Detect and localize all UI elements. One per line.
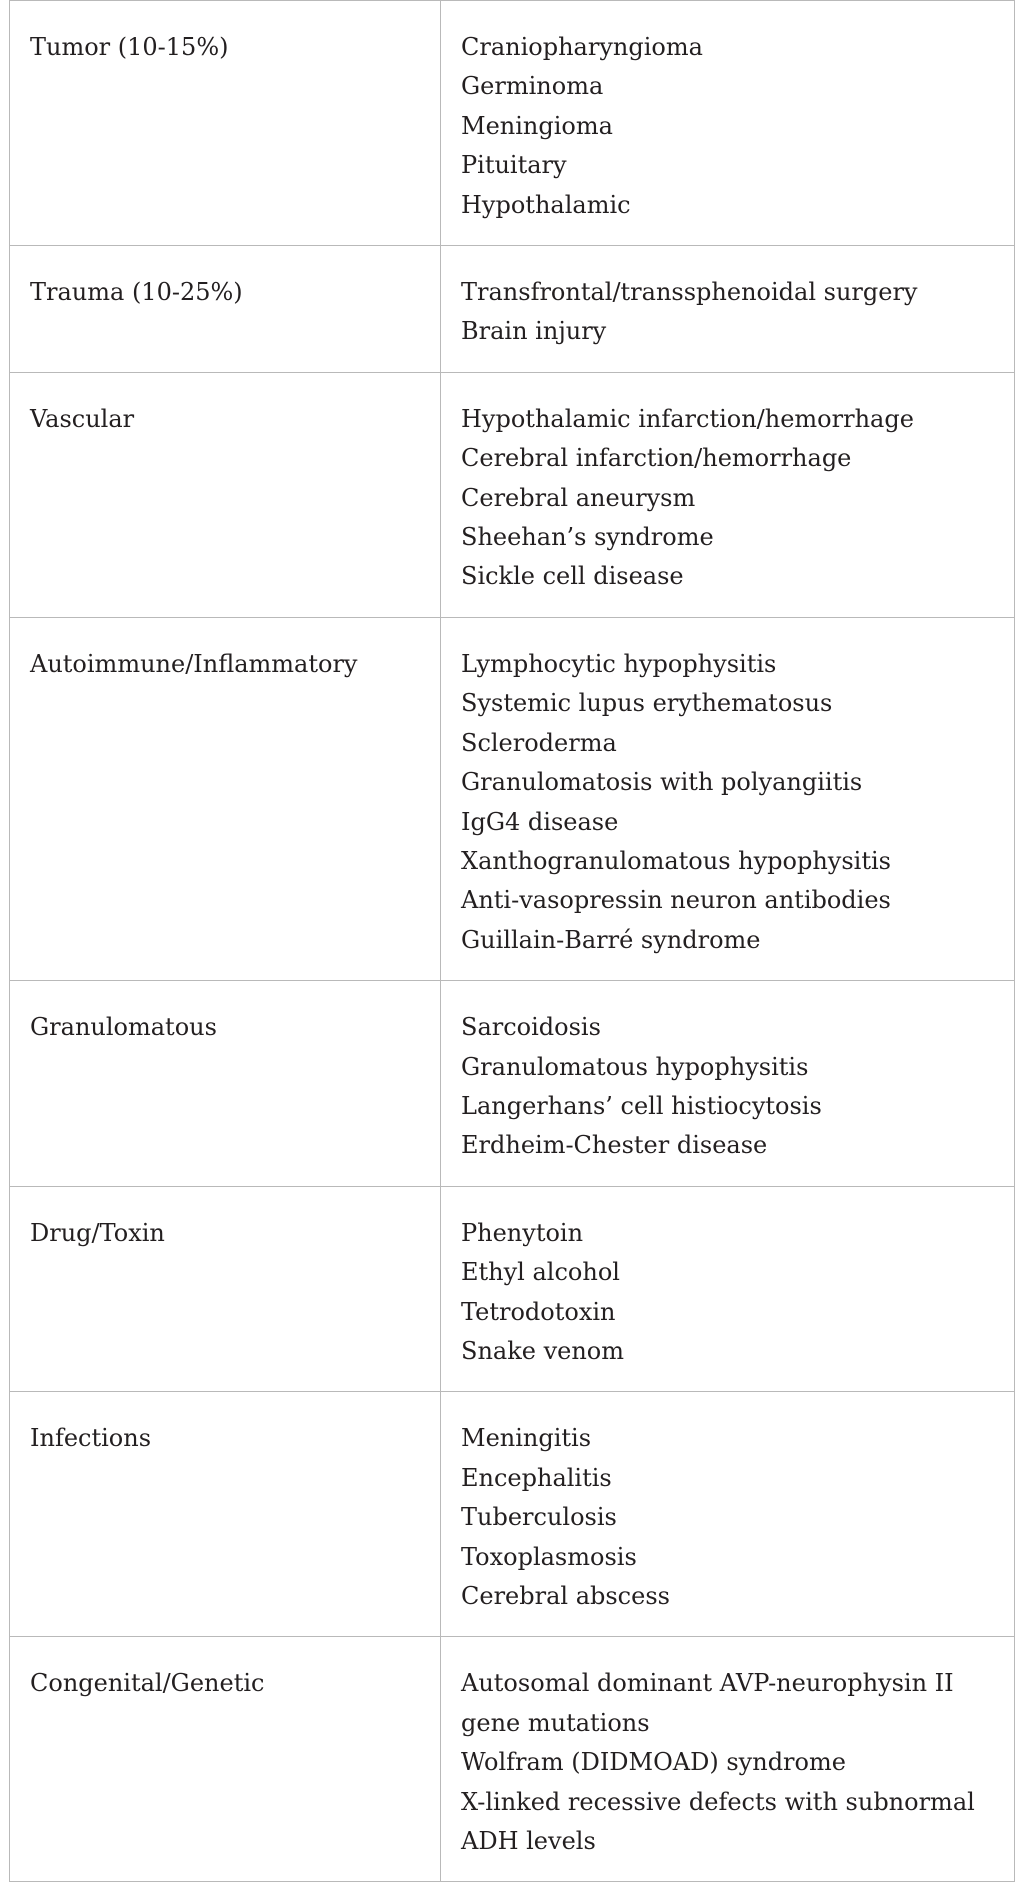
- causes-cell: [441, 617, 1015, 980]
- cause-item: Wolfram (DIDMOAD) syndrome: [461, 1748, 846, 1777]
- cause-item: Granulomatosis with polyangiitis: [461, 768, 863, 797]
- causes-cell: [441, 246, 1015, 373]
- cause-item: Phenytoin: [461, 1218, 584, 1247]
- cause-item: Cerebral abscess: [461, 1582, 670, 1610]
- cause-item: Autosomal dominant AVP-neurophysin II gene mutations: [461, 1669, 954, 1737]
- cause-item: IgG4 disease: [461, 807, 619, 836]
- table-row: [10, 1186, 1015, 1392]
- causes-cell: [441, 1637, 1015, 1882]
- table-row: [10, 981, 1015, 1187]
- cause-item: Sheehan’s syndrome: [461, 523, 714, 552]
- category-cell: Tumor (10-15%): [10, 1, 441, 246]
- causes-table: [9, 0, 1015, 1882]
- cause-item: X-linked recessive defects with subnormal ADH levels: [461, 1787, 975, 1856]
- cause-item: Ethyl alcohol: [461, 1258, 620, 1287]
- cause-item: Scleroderma: [461, 728, 617, 757]
- cause-item: Systemic lupus erythematosus: [461, 689, 833, 718]
- cause-item: Encephalitis: [461, 1463, 612, 1492]
- cause-item: Meningioma: [461, 111, 613, 140]
- table-row: [10, 1392, 1015, 1637]
- cause-item: Langerhans’ cell histiocytosis: [461, 1091, 822, 1120]
- cause-item: Pituitary: [461, 151, 567, 180]
- cause-item: Granulomatous hypophysitis: [461, 1052, 809, 1081]
- causes-cell: [441, 372, 1015, 617]
- table-row: [10, 617, 1015, 980]
- cause-item: Snake venom: [461, 1336, 625, 1365]
- cause-item: Sickle cell disease: [461, 562, 684, 591]
- table-row: [10, 246, 1015, 373]
- table-body: [10, 1, 1015, 1882]
- table-row: [10, 1, 1015, 246]
- category-cell: Vascular: [10, 372, 441, 617]
- cause-item: Sarcoidosis: [461, 1013, 601, 1042]
- cause-item: Brain injury: [461, 317, 607, 346]
- category-cell: Trauma (10-25%): [10, 246, 441, 373]
- cause-item: Meningitis: [461, 1424, 592, 1453]
- table-row: [10, 1637, 1015, 1882]
- cause-item: Guillain-Barré syndrome: [461, 925, 761, 954]
- causes-table-container: [9, 0, 1015, 1882]
- cause-item: Cerebral infarction/hemorrhage: [461, 444, 852, 473]
- cause-item: Cerebral aneurysm: [461, 483, 696, 512]
- table-row: [10, 372, 1015, 617]
- cause-item: Transfrontal/transsphenoidal surgery: [461, 278, 918, 307]
- category-cell: Congenital/Genetic: [10, 1637, 441, 1882]
- causes-cell: [441, 1186, 1015, 1392]
- cause-item: Germinoma: [461, 72, 604, 101]
- causes-cell: [441, 1, 1015, 246]
- category-cell: Drug/Toxin: [10, 1186, 441, 1392]
- category-cell: Autoimmune/Inflammatory: [10, 617, 441, 980]
- category-cell: Granulomatous: [10, 981, 441, 1187]
- causes-cell: [441, 1392, 1015, 1637]
- cause-item: Hypothalamic: [461, 190, 631, 219]
- causes-cell: [441, 981, 1015, 1187]
- cause-item: Tuberculosis: [461, 1503, 617, 1532]
- cause-item: Hypothalamic infarction/hemorrhage: [461, 404, 914, 433]
- cause-item: Toxoplasmosis: [461, 1542, 637, 1571]
- cause-item: Anti-vasopressin neuron antibodies: [461, 886, 891, 915]
- cause-item: Erdheim-Chester disease: [461, 1131, 768, 1160]
- cause-item: Tetrodotoxin: [461, 1297, 616, 1326]
- cause-item: Lymphocytic hypophysitis: [461, 649, 777, 678]
- cause-item: Craniopharyngioma: [461, 33, 703, 61]
- cause-item: Xanthogranulomatous hypophysitis: [461, 846, 891, 875]
- category-cell: Infections: [10, 1392, 441, 1637]
